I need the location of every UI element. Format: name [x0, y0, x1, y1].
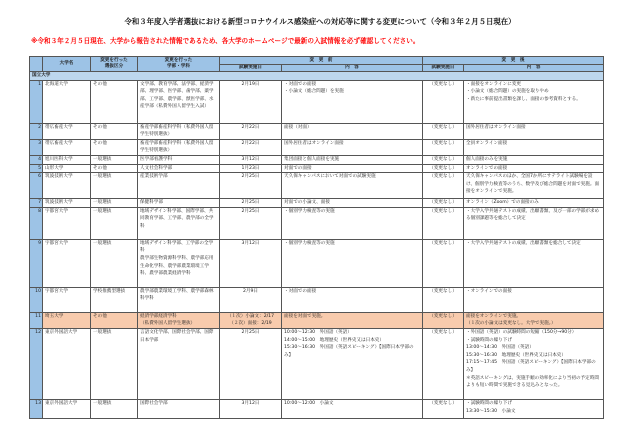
- row-number: 1: [30, 80, 43, 123]
- row-number: 5: [30, 164, 43, 173]
- exam-date-before-line: 3月12日: [241, 240, 260, 246]
- header-after-date: 試験実施日: [423, 65, 464, 72]
- content-after-line: ・大学入学共通テストの成績、出願書類、及び一部の学部が求める個別課題等を総合して決定: [466, 208, 600, 222]
- table-body: [30, 72, 604, 419]
- row-number: 11: [30, 312, 43, 328]
- header-before: 変 更 前: [220, 57, 423, 65]
- content-before: [282, 312, 423, 328]
- content-before: [282, 123, 423, 139]
- department-line: 農学部農業環境工学科、農学部森林科学科: [140, 288, 214, 302]
- row-number: 13: [30, 399, 43, 418]
- table-row: [30, 287, 604, 312]
- exam-date-before: [220, 239, 282, 287]
- row-number: 8: [30, 207, 43, 239]
- content-before-line: 14:00〜15:00 地理歴史（世界史又は日本史）: [284, 337, 384, 343]
- table-row: [30, 80, 604, 123]
- selection-category: 一般選抜: [91, 199, 138, 208]
- header-before-content: 内 容: [282, 65, 423, 72]
- department: [138, 312, 220, 328]
- exam-date-after: （変更なし）: [423, 239, 464, 287]
- header-before-date: 試験実施日: [220, 65, 282, 72]
- content-after-line: 全員オンライン面接: [466, 140, 508, 146]
- exam-date-after: （変更なし）: [423, 312, 464, 328]
- department: [138, 199, 220, 208]
- exam-date-before: [220, 164, 282, 173]
- content-after-line: 13:30〜15:30 小論文: [466, 408, 516, 414]
- exam-date-after: （変更なし）: [423, 328, 464, 399]
- selection-category: 一般選抜: [91, 155, 138, 164]
- content-before-line: ・小論文（総合問題）を実施: [284, 89, 344, 95]
- header-after-content: 内 容: [464, 65, 604, 72]
- university-name: 帯広畜産大学: [43, 123, 91, 139]
- department-line: 経済学部経済学科: [140, 313, 177, 319]
- content-before: [282, 80, 423, 123]
- selection-category: その他: [91, 123, 138, 139]
- content-before-line: 10:00〜12:00 小論文: [284, 400, 334, 406]
- content-after-line: 個人面接のみを実施: [466, 156, 508, 162]
- content-before: [282, 139, 423, 155]
- content-after-line: ・オンラインでの面接: [466, 288, 512, 294]
- department-line: 畜産学部畜産科学科（私費外国人留学生特別選抜）: [140, 124, 214, 138]
- exam-date-after: （変更なし）: [423, 80, 464, 123]
- exam-date-before-line: 1月23日: [241, 165, 260, 171]
- department-line: 文学部、教育学部、法学部、経済学部、理学部、医学部、歯学部、薬学部、工学部、農学部、獣医学部、水産学部（私費外国人留学生入試）: [140, 81, 214, 110]
- content-after: [464, 287, 604, 312]
- content-after-line: 17:15〜17:45 外国語（英語スピーキング）【国際日本学部のみ】: [466, 360, 596, 373]
- content-after-line: 天久保キャンパスのほか、全国7か所にサテライト試験場を設け、個別学力検査等のうち、数学及び総合問題を対面で実施。面接をオンラインで実施。: [466, 174, 600, 195]
- exam-date-before-line: 3月12日: [241, 400, 260, 406]
- table-row: [30, 155, 604, 164]
- content-after-line: ・大学入学共通テストの成績、出願書類を総合して決定: [466, 240, 581, 246]
- header-department: 変更を行った 学部・学科: [138, 57, 220, 72]
- exam-date-before-line: 2月25日: [241, 329, 260, 335]
- content-before-line: 面接を対面で実施。: [284, 313, 326, 319]
- table-row: [30, 328, 604, 399]
- content-before: [282, 207, 423, 239]
- department: [138, 155, 220, 164]
- content-after: [464, 239, 604, 287]
- exam-date-before: [220, 139, 282, 155]
- exam-date-after: （変更なし）: [423, 287, 464, 312]
- exam-date-before-line: 3月12日: [241, 156, 260, 162]
- content-before-line: ・個別学力検査等の実施: [284, 240, 335, 246]
- content-after-line: ・試験時間の繰り下げ: [466, 400, 512, 406]
- content-after-line: 面接をオンラインで実施。: [466, 313, 522, 319]
- exam-date-after: （変更なし）: [423, 164, 464, 173]
- department-line: 言語文化学部、国際社会学部、国際日本学部: [140, 329, 214, 343]
- exam-date-before: [220, 80, 282, 123]
- content-after: [464, 155, 604, 164]
- exam-date-before-line: 2月19日: [241, 81, 260, 87]
- selection-category: 一般選抜: [91, 399, 138, 418]
- department-line: 産業技術学部: [140, 174, 168, 180]
- exam-date-after: （変更なし）: [423, 199, 464, 208]
- exam-date-before-line: 2月25日: [241, 208, 260, 214]
- department: [138, 164, 220, 173]
- content-before: [282, 287, 423, 312]
- row-number: 6: [30, 173, 43, 199]
- university-name: 北海道大学: [43, 80, 91, 123]
- content-before-line: 天久保キャンパスにおいて対面での試験実施: [284, 174, 376, 180]
- content-after-line: 国外居住者はオンライン面接: [466, 124, 526, 130]
- exam-date-after: （変更なし）: [423, 155, 464, 164]
- department-line: 地域デザイン科学部、国際学部、共同教育学部、工学部、農学部の全学科: [140, 208, 214, 229]
- header-after: 変 更 後: [423, 57, 604, 65]
- exam-date-before-line: 2月22日: [241, 140, 260, 146]
- department: [138, 207, 220, 239]
- exam-date-before-line: 2月25日: [241, 200, 260, 206]
- content-after-line: （１次の小論文は変更なし。大学で実施。）: [466, 321, 556, 327]
- exam-date-before: [220, 312, 282, 328]
- selection-category: 一般選抜: [91, 207, 138, 239]
- department-line: 人文社会科学部: [140, 165, 173, 171]
- exam-date-before: [220, 207, 282, 239]
- university-name: 東京外国語大学: [43, 399, 91, 418]
- department: [138, 399, 220, 418]
- content-before: [282, 399, 423, 418]
- university-name: 筑波技術大学: [43, 173, 91, 199]
- department-line: 国際社会学部: [140, 400, 168, 406]
- exam-date-after: （変更なし）: [423, 207, 464, 239]
- content-after-line: 13:00〜14:30 外国語（英語）: [466, 345, 534, 351]
- selection-category: 学校推薦型選抜: [91, 287, 138, 312]
- content-before-line: 集団面接と個人面接を実施: [284, 156, 340, 162]
- header-university: 大学名: [43, 57, 91, 72]
- table-row: [30, 312, 604, 328]
- content-after-line: 15:30〜16:30 地理歴史（世界史又は日本史）: [466, 352, 566, 358]
- selection-category: その他: [91, 164, 138, 173]
- content-before: [282, 164, 423, 173]
- content-before-line: ・個別学力検査等の実施: [284, 208, 335, 214]
- exam-date-before: [220, 123, 282, 139]
- content-before: [282, 199, 423, 208]
- content-after-line: ・外国語（英語）の試験時間の短縮（150分→90分）: [466, 329, 577, 335]
- university-name: 筑波技術大学: [43, 199, 91, 208]
- table-row: [30, 199, 604, 208]
- header-selection: 変更を行った 選抜区分: [91, 57, 138, 72]
- selection-category: その他: [91, 80, 138, 123]
- page-title: 令和３年度入学者選抜における新型コロナウイルス感染症への対応等に関する変更について（令和３年２月５日現在）: [124, 17, 516, 26]
- content-before-line: ・対面での面接: [284, 81, 317, 87]
- exam-date-before: [220, 328, 282, 399]
- exam-date-before: [220, 399, 282, 418]
- notice-text: ※令和３年２月５日現在、大学から報告された情報であるため、各大学のホームページで最新の入試情報を必ず確認してください。: [31, 37, 420, 45]
- department-line: 保健科学部: [140, 200, 163, 206]
- content-before-line: 面接（対面）: [284, 124, 312, 130]
- department-line: （私費外国人留学生選抜）: [140, 321, 196, 327]
- table-row: [30, 139, 604, 155]
- row-number: 12: [30, 328, 43, 399]
- table-row: [30, 173, 604, 199]
- content-after: [464, 199, 604, 208]
- content-after: [464, 312, 604, 328]
- content-after: [464, 173, 604, 199]
- department: [138, 139, 220, 155]
- university-name: 帯広畜産大学: [43, 139, 91, 155]
- content-before-line: 対面での小論文、面接: [284, 200, 330, 206]
- department-line: 医学部看護学科: [140, 156, 173, 162]
- content-after-line: ・面接をオンラインに変更: [466, 81, 522, 87]
- exam-date-before-line: 2月25日: [241, 174, 260, 180]
- content-before: [282, 173, 423, 199]
- content-before-line: 10:00〜12:30 外国語（英語）: [284, 329, 352, 335]
- header-number: [30, 57, 43, 72]
- selection-category: 一般選抜: [91, 239, 138, 287]
- content-after-line: オンラインでの面接: [466, 165, 508, 171]
- content-after: [464, 164, 604, 173]
- content-after: [464, 123, 604, 139]
- exam-date-after: （変更なし）: [423, 139, 464, 155]
- university-name: 旭川医科大学: [43, 155, 91, 164]
- table-row: [30, 123, 604, 139]
- selection-category: その他: [91, 312, 138, 328]
- content-after: [464, 207, 604, 239]
- department: [138, 239, 220, 287]
- row-number: 9: [30, 239, 43, 287]
- row-number: 3: [30, 139, 43, 155]
- department: [138, 80, 220, 123]
- exam-date-before: [220, 155, 282, 164]
- department-line: 畜産学部畜産科学科（私費外国人留学生特別選抜）: [140, 140, 214, 154]
- exam-date-before-line: 2月9日: [242, 288, 259, 294]
- exam-date-after: （変更なし）: [423, 123, 464, 139]
- exam-date-before-line: （２次）面接：2/19: [229, 321, 272, 327]
- exam-date-before-line: （１次）小論文：2/17: [226, 313, 275, 319]
- department-line: 地域デザイン科学部、工学部の全学科: [140, 240, 214, 254]
- content-after: [464, 139, 604, 155]
- exam-date-before: [220, 199, 282, 208]
- content-after-line: オンライン（Zoom）での面接のみ: [466, 200, 539, 206]
- changes-table: [29, 56, 604, 419]
- content-before-line: 国外居住者はオンライン面接: [284, 140, 344, 146]
- category-row: 国立大学: [30, 72, 604, 81]
- university-name: 山形大学: [43, 164, 91, 173]
- content-after-line: ・小論文（総合問題）の実施を取りやめ: [466, 89, 549, 95]
- table-row: [30, 399, 604, 418]
- row-number: 2: [30, 123, 43, 139]
- university-name: 東京外国語大学: [43, 328, 91, 399]
- row-number: 4: [30, 155, 43, 164]
- content-after: [464, 328, 604, 399]
- exam-date-after: （変更なし）: [423, 173, 464, 199]
- exam-date-before: [220, 287, 282, 312]
- department: [138, 173, 220, 199]
- table-row: [30, 164, 604, 173]
- content-before-line: 対面での面接: [284, 165, 312, 171]
- selection-category: 一般選抜: [91, 173, 138, 199]
- university-name: 宇都宮大学: [43, 287, 91, 312]
- content-before: [282, 155, 423, 164]
- content-after: [464, 399, 604, 418]
- table-row: [30, 239, 604, 287]
- department: [138, 328, 220, 399]
- content-after-line: ・新たに事前提出書類を課し、面接の参考資料とする。: [466, 96, 581, 102]
- university-name: 埼玉大学: [43, 312, 91, 328]
- exam-date-after: （変更なし）: [423, 399, 464, 418]
- department: [138, 123, 220, 139]
- content-before: [282, 328, 423, 399]
- department: [138, 287, 220, 312]
- row-number: 7: [30, 199, 43, 208]
- content-after: [464, 80, 604, 123]
- content-before: [282, 239, 423, 287]
- content-after-line: ・試験時間の繰り下げ: [466, 337, 512, 343]
- department-line: 農学部生物資源科学科、農学部応用生命化学科、農学部農業環境工学科、農学部農業経済学科: [140, 255, 214, 277]
- content-after-line: ＊英語スピーキングは、実施手順の効率化により当初の予定時間よりも短い時間で実施できる見込みとなった。: [466, 375, 599, 389]
- exam-date-before: [220, 173, 282, 199]
- university-name: 宇都宮大学: [43, 239, 91, 287]
- table-row: [30, 207, 604, 239]
- university-name: 宇都宮大学: [43, 207, 91, 239]
- selection-category: その他: [91, 139, 138, 155]
- row-number: 10: [30, 287, 43, 312]
- content-before-line: ・対面での面接: [284, 288, 317, 294]
- exam-date-before-line: 2月22日: [241, 124, 260, 130]
- selection-category: 一般選抜: [91, 328, 138, 399]
- content-before-line: 15:30〜16:30 外国語（英語スピーキング）【国際日本学部のみ】: [284, 345, 414, 358]
